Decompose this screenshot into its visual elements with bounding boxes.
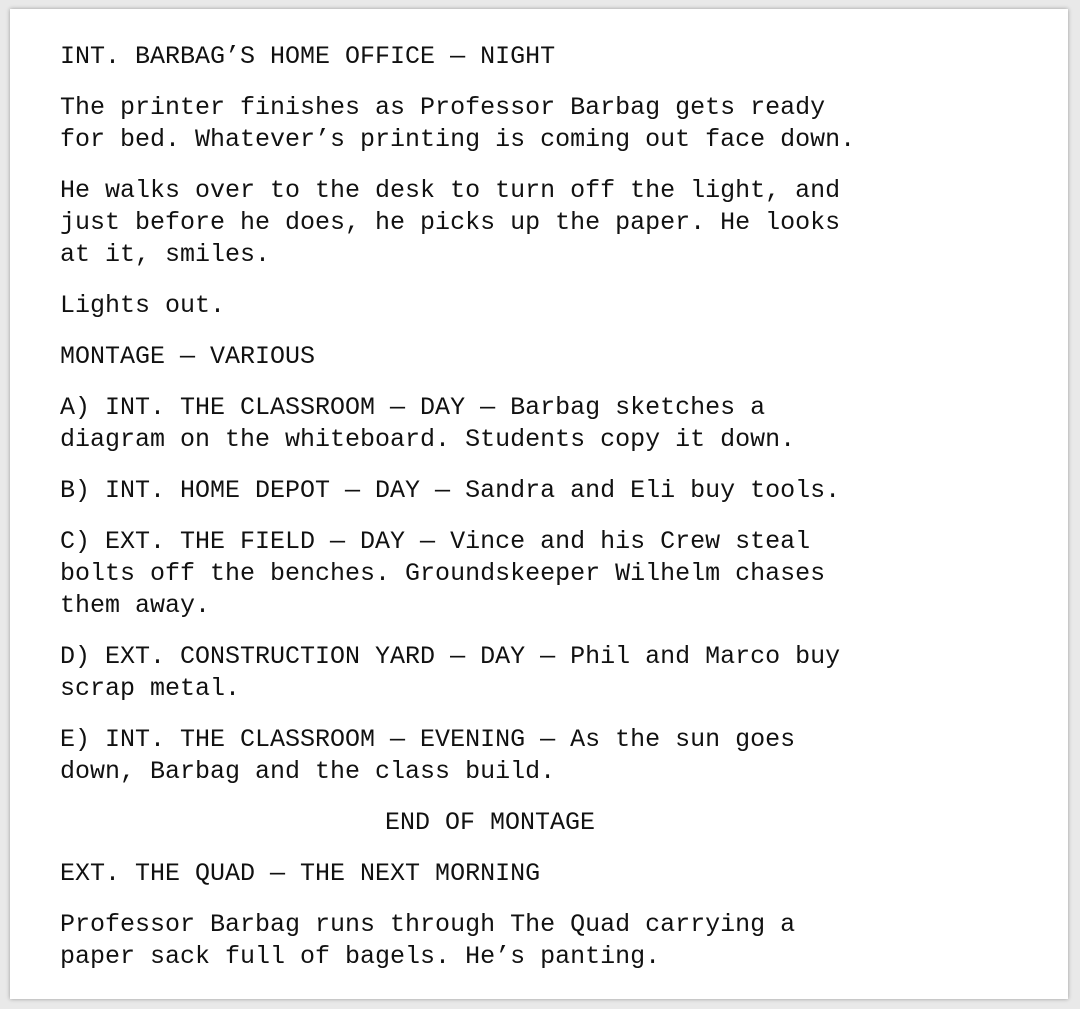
transition-line: END OF MONTAGE (384, 808, 596, 837)
scene-heading: INT. BARBAG’S HOME OFFICE — NIGHT (60, 42, 556, 71)
action-line: Lights out. (60, 291, 226, 320)
script-page (10, 9, 1068, 999)
montage-item: B) INT. HOME DEPOT — DAY — Sandra and Eli buy tools. (60, 476, 841, 505)
action-line: The printer finishes as Professor Barbag gets ready for bed. Whatever’s printing is coming out face down. (60, 93, 856, 154)
montage-item: E) INT. THE CLASSROOM — EVENING — As the sun goes down, Barbag and the class build. (60, 725, 796, 786)
montage-item: D) EXT. CONSTRUCTION YARD — DAY — Phil and Marco buy scrap metal. (60, 642, 841, 703)
scene-heading: MONTAGE — VARIOUS (60, 342, 316, 371)
scene-heading: EXT. THE QUAD — THE NEXT MORNING (60, 859, 541, 888)
action-line: Professor Barbag runs through The Quad carrying a paper sack full of bagels. He’s panting. (60, 910, 796, 971)
action-line: He walks over to the desk to turn off the light, and just before he does, he picks up the paper. He looks at it, smiles. (60, 176, 841, 269)
montage-item: A) INT. THE CLASSROOM — DAY — Barbag sketches a diagram on the whiteboard. Students copy it down. (60, 393, 796, 454)
screenplay-text (60, 41, 1020, 992)
montage-item: C) EXT. THE FIELD — DAY — Vince and his Crew steal bolts off the benches. Groundskeeper Wilhelm chases them away. (60, 527, 826, 620)
